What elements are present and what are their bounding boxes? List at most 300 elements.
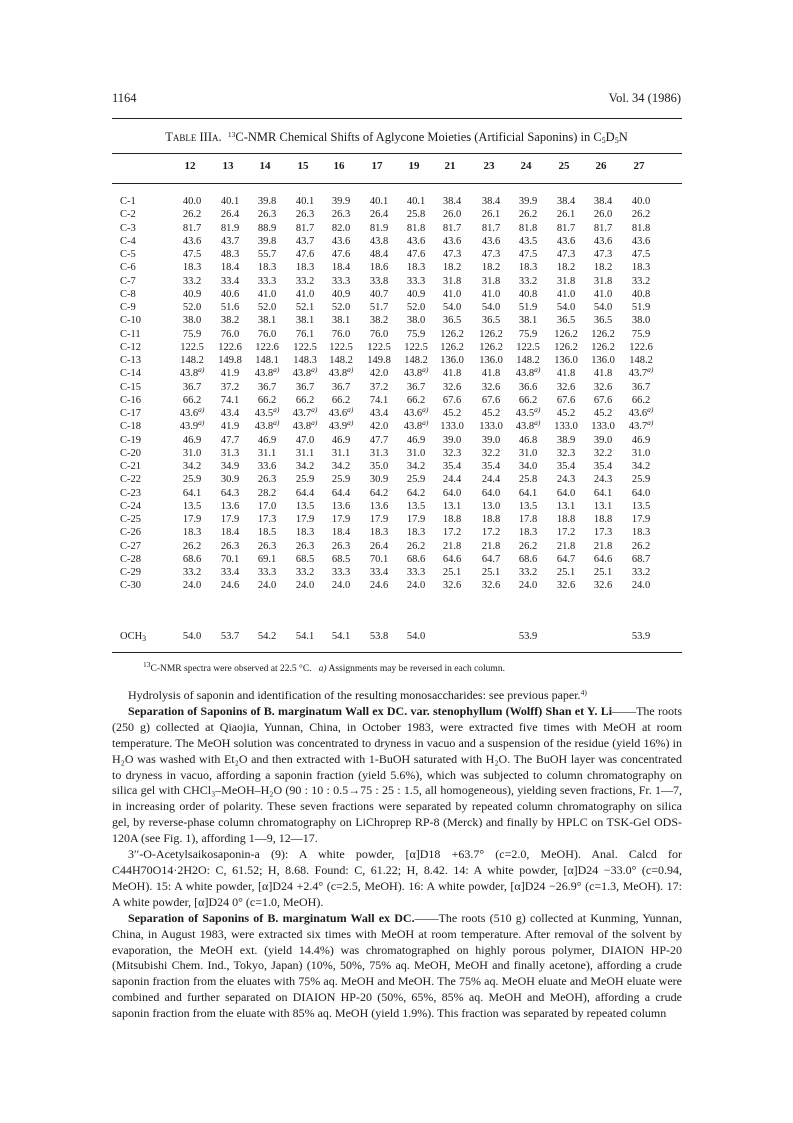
table-cell: 25.9 <box>631 474 651 486</box>
table-cell: 47.3 <box>556 249 576 260</box>
table-cell: 26.1 <box>481 209 501 221</box>
row-label: C-19 <box>120 434 141 446</box>
table-cell: 36.5 <box>442 315 462 327</box>
table-cell: 88.9 <box>257 222 277 234</box>
table-cell: 43.6 <box>631 235 651 247</box>
table-cell: 37.2 <box>369 381 389 393</box>
table-cell: 18.3 <box>518 527 538 539</box>
table-cell: 54.0 <box>182 631 202 642</box>
table-cell: 40.1 <box>369 196 389 207</box>
table-cell: 122.6 <box>218 341 242 353</box>
table-cell: 18.2 <box>556 262 576 274</box>
col-header: 26 <box>595 160 607 172</box>
table-cell: 43.6$^{a)}$ <box>328 405 354 419</box>
table-cell: 54.0 <box>556 302 576 313</box>
table-cell: 26.3 <box>257 209 277 221</box>
table-cell: 13.6 <box>369 500 389 512</box>
table-cell: 53.7 <box>220 631 240 642</box>
table-cell: 33.2 <box>182 567 202 578</box>
table-cell: 47.7 <box>220 434 240 446</box>
table-cell: 43.7$^{a)}$ <box>628 418 654 433</box>
table-cell: 41.0 <box>481 288 501 300</box>
table-cell: 81.7 <box>442 222 462 234</box>
table-cell: 133.0 <box>479 421 503 433</box>
table-cell: 39.0 <box>442 434 462 446</box>
table-cell: 52.0 <box>406 302 426 313</box>
table-cell: 43.8$^{a)}$ <box>515 418 541 433</box>
table-cell: 122.5 <box>293 341 317 353</box>
table-cell: 54.1 <box>331 631 351 642</box>
table-cell: 46.9 <box>257 434 277 446</box>
table-cell: 64.7 <box>481 553 501 565</box>
table-cell: 38.4 <box>442 196 462 207</box>
table-cell: 148.2 <box>629 355 653 366</box>
table-cell: 122.6 <box>255 341 279 353</box>
table-cell: 122.5 <box>404 341 428 353</box>
table-cell: 31.3 <box>369 447 389 459</box>
table-cell: 31.0 <box>182 447 202 459</box>
table-cell: 17.2 <box>481 527 501 539</box>
p1-ref: 4) <box>580 688 587 697</box>
table-cell: 13.1 <box>556 500 576 512</box>
p2-text: The roots (250 g) collected at Qiaojia, Yunnan, China, in October 1983, were extracted five times with MeOH at room temperature. The MeOH solution was concentrated to dryness in vacuo and a suspension of the residue (yield 16%) in H₂O was washed with Et₂O and then extracted with 1-BuOH saturated with H₂O. The BuOH layer was concentrated to dryness in vacuo, affording a saponin fraction (yield 5.6%), which was subjected to column chromatography on silica gel with CHCl₃–MeOH–H₂O (90 : 10 : 0.5→75 : 25 : 1.5, all homogeneous), yielding seven fractions, Fr. 1—7, in increasing order of polarity. These seven fractions were separated by repeated column chromatography on silica gel, by reverse-phase column chromatography on LiChroprep RP-8 (Merck) and finally by HPLC on TSK-Gel ODS-120A (see Fig. 1), affording 1—9, 12—17. <box>112 703 682 846</box>
table-cell: 41.8 <box>481 368 501 380</box>
table-cell: 32.6 <box>556 580 576 592</box>
footnote-a-label: a) <box>318 664 327 674</box>
table-cell: 28.2 <box>257 487 277 499</box>
caption-sup: 13 <box>227 130 236 139</box>
table-cell: 36.7 <box>631 381 651 393</box>
table-cell: 39.9 <box>331 196 351 207</box>
table-cell: 136.0 <box>554 355 578 366</box>
table-cell: 41.0 <box>257 288 277 300</box>
table-cell: 43.9$^{a)}$ <box>179 418 205 433</box>
row-label: C-6 <box>120 262 136 274</box>
table-cell: 25.9 <box>295 474 315 486</box>
table-cell: 32.3 <box>442 447 462 459</box>
table-cell: 43.8$^{a)}$ <box>328 365 354 380</box>
table-cell: 40.8 <box>631 288 651 300</box>
col-header: 19 <box>408 160 420 172</box>
table-cell: 32.6 <box>593 580 613 592</box>
table-cell: 31.0 <box>518 447 538 459</box>
table-cell: 13.6 <box>331 500 351 512</box>
table-cell: 33.3 <box>406 567 426 578</box>
table-cell: 24.4 <box>442 474 462 486</box>
table-cell: 36.6 <box>518 381 538 393</box>
table-cell: 18.2 <box>442 262 462 274</box>
table-cell: 148.2 <box>180 355 204 366</box>
table-cell: 48.4 <box>369 249 389 260</box>
table-cell: 33.8 <box>369 275 389 287</box>
table-cell: 52.1 <box>295 302 315 313</box>
table-cell: 32.6 <box>442 381 462 393</box>
table-cell: 34.0 <box>518 461 538 472</box>
table-cell: 38.0 <box>631 315 651 327</box>
table-cell: 42.0 <box>369 368 389 380</box>
table-cell: 126.2 <box>479 341 503 353</box>
col-header: 23 <box>483 160 495 172</box>
table-cell: 17.2 <box>442 527 462 539</box>
table-cell: 18.3 <box>631 527 651 539</box>
table-cell: 38.1 <box>257 315 277 327</box>
table-cell: 17.2 <box>556 527 576 539</box>
table-cell: 17.9 <box>406 514 426 525</box>
table-cell: 18.3 <box>518 262 538 274</box>
row-label: C-11 <box>120 328 141 340</box>
table-cell: 54.0 <box>442 302 462 313</box>
table-cell: 51.6 <box>220 302 240 313</box>
table-cell: 47.3 <box>593 249 613 260</box>
table-cell: 81.8 <box>406 222 426 234</box>
table-cell: 26.0 <box>593 209 613 221</box>
table-cell: 54.0 <box>593 302 613 313</box>
table-cell: 40.9 <box>182 288 202 300</box>
table-cell: 25.1 <box>481 567 501 578</box>
table-cell: 81.7 <box>556 222 576 234</box>
table-cell: 41.9 <box>220 368 240 380</box>
page-number: 1164 <box>112 91 137 105</box>
table-cell: 17.9 <box>182 514 202 525</box>
table-cell: 64.4 <box>331 487 351 499</box>
table-cell: 31.8 <box>593 275 613 287</box>
table-cell: 18.3 <box>295 527 315 539</box>
table-cell: 13.6 <box>220 500 240 512</box>
table-cell: 45.2 <box>556 408 576 419</box>
table-cell: 26.3 <box>331 209 351 221</box>
row-label: C-29 <box>120 567 141 578</box>
row-label: C-5 <box>120 249 136 260</box>
table-cell: 39.8 <box>257 196 277 207</box>
table-cell: 53.9 <box>631 631 651 642</box>
table-cell: 43.6 <box>556 235 576 247</box>
table-cell: 21.8 <box>556 540 576 552</box>
table-cell: 54.2 <box>257 631 277 642</box>
table-cell: 43.8$^{a)}$ <box>254 365 280 380</box>
table-cell: 43.8 <box>369 235 389 247</box>
table-cell: 25.1 <box>593 567 613 578</box>
table-cell: 34.2 <box>406 461 426 472</box>
table-cell: 47.0 <box>295 434 315 446</box>
table-cell: 136.0 <box>591 355 615 366</box>
table-cell: 43.5$^{a)}$ <box>254 405 280 419</box>
table-cell: 21.8 <box>442 540 462 552</box>
col-header: 12 <box>184 160 196 172</box>
table-cell: 67.6 <box>593 394 613 406</box>
table-cell: 64.0 <box>556 487 576 499</box>
table-cell: 47.5 <box>631 249 651 260</box>
table-cell: 52.0 <box>257 302 277 313</box>
table-cell: 70.1 <box>369 553 389 565</box>
table-cell: 43.4 <box>220 408 240 419</box>
table-cell: 43.9$^{a)}$ <box>328 418 354 433</box>
table-cell: 18.5 <box>257 527 277 539</box>
paragraph-separation-2 <box>112 911 682 1022</box>
table-cell: 81.7 <box>182 222 202 234</box>
table-cell: 43.4 <box>369 408 389 419</box>
table-cell: 26.3 <box>331 540 351 552</box>
table-cell: 38.1 <box>295 315 315 327</box>
table-cell: 43.6 <box>442 235 462 247</box>
table-cell: 17.9 <box>369 514 389 525</box>
table-cell: 43.8$^{a)}$ <box>403 365 429 380</box>
caption-end: N <box>618 130 628 144</box>
table-cell: 46.9 <box>631 434 651 446</box>
table-cell: 41.8 <box>593 368 613 380</box>
table-cell: 53.8 <box>369 631 389 642</box>
table-cell: 34.2 <box>331 461 351 472</box>
table-cell: 43.6 <box>331 235 351 247</box>
col-header: 14 <box>259 160 271 172</box>
table-cell: 33.2 <box>518 275 538 287</box>
table-cell: 24.0 <box>331 580 351 592</box>
table-cell: 26.4 <box>369 209 389 221</box>
table-cell: 43.8$^{a)}$ <box>254 418 280 433</box>
table-cell: 40.8 <box>518 288 538 300</box>
table-cell: 17.3 <box>257 514 277 525</box>
table-cell: 31.0 <box>631 447 651 459</box>
table-cell: 39.9 <box>518 196 538 207</box>
table-cell: 26.2 <box>631 540 651 552</box>
table-cell: 36.7 <box>406 381 426 393</box>
table-cell: 41.0 <box>593 288 613 300</box>
table-cell: 40.9 <box>331 288 351 300</box>
table-cell: 74.1 <box>220 394 240 406</box>
table-cell: 17.9 <box>331 514 351 525</box>
row-label: C-18 <box>120 421 141 433</box>
table-cell: 68.7 <box>631 553 651 565</box>
table-cell: 33.2 <box>631 275 651 287</box>
table-cell: 41.9 <box>220 421 240 433</box>
table-cell: 33.4 <box>369 567 389 578</box>
row-label: C-28 <box>120 553 141 565</box>
table-cell: 18.3 <box>369 527 389 539</box>
table-cell: 18.3 <box>406 262 426 274</box>
row-label: C-14 <box>120 368 141 380</box>
table-cell: 31.8 <box>481 275 501 287</box>
table-cell: 66.2 <box>257 394 277 406</box>
table-cell: 43.6 <box>182 235 202 247</box>
caption-mid: D <box>605 130 615 144</box>
row-label: C-17 <box>120 408 141 419</box>
table-cell: 32.2 <box>481 447 501 459</box>
table-cell: 21.8 <box>593 540 613 552</box>
table-cell: 39.0 <box>593 434 613 446</box>
table-cell: 36.5 <box>481 315 501 327</box>
table-cell: 26.3 <box>257 474 277 486</box>
table-cell: 64.1 <box>182 487 202 499</box>
table-cell: 31.3 <box>220 447 240 459</box>
table-cell: 26.2 <box>182 209 202 221</box>
table-cell: 40.0 <box>182 196 202 207</box>
table-cell: 17.8 <box>518 514 538 525</box>
table-cell: 81.9 <box>220 222 240 234</box>
table-cell: 13.1 <box>442 500 462 512</box>
table-cell: 43.5 <box>518 235 538 247</box>
table-cell: 43.6 <box>481 235 501 247</box>
table-cell: 40.6 <box>220 288 240 300</box>
table-cell: 46.9 <box>331 434 351 446</box>
table-cell: 47.3 <box>442 249 462 260</box>
table-cell: 38.2 <box>369 315 389 327</box>
table-cell: 32.6 <box>481 381 501 393</box>
p4-dash: —— <box>414 910 439 925</box>
table-cell: 36.7 <box>331 381 351 393</box>
table-cell: 24.0 <box>631 580 651 592</box>
table-cell: 13.5 <box>631 500 651 512</box>
table-cell: 26.3 <box>295 209 315 221</box>
body-text <box>112 688 682 1022</box>
table-cell: 52.0 <box>331 302 351 313</box>
journal-volume: Vol. 34 (1986) <box>608 91 681 105</box>
paragraph-compounds <box>112 847 682 911</box>
table-cell: 47.6 <box>331 249 351 260</box>
table-cell: 24.0 <box>182 580 202 592</box>
row-label: C-16 <box>120 394 141 406</box>
row-label: C-22 <box>120 474 141 486</box>
table-cell: 26.0 <box>442 209 462 221</box>
table-cell: 64.0 <box>481 487 501 499</box>
table-cell: 42.0 <box>369 421 389 433</box>
col-header: 25 <box>558 160 570 172</box>
table-cell: 149.8 <box>367 355 391 366</box>
table-cell: 13.5 <box>295 500 315 512</box>
table-cell: 38.4 <box>481 196 501 207</box>
table-cell: 64.1 <box>518 487 538 499</box>
table-cell: 31.8 <box>556 275 576 287</box>
table-cell: 18.3 <box>406 527 426 539</box>
table-cell: 47.6 <box>295 249 315 260</box>
table-cell: 41.0 <box>295 288 315 300</box>
table-cell: 17.9 <box>631 514 651 525</box>
col-header: 15 <box>297 160 309 172</box>
table-cell: 18.8 <box>442 514 462 525</box>
table-cell: 40.7 <box>369 288 389 300</box>
table-cell: 76.0 <box>331 328 351 340</box>
table-cell: 66.2 <box>406 394 426 406</box>
table-cell: 81.9 <box>369 222 389 234</box>
table-cell: 64.4 <box>295 487 315 499</box>
col-header: 16 <box>333 160 345 172</box>
table-cell: 33.3 <box>406 275 426 287</box>
table-cell: 30.9 <box>369 474 389 486</box>
row-label: C-30 <box>120 580 141 592</box>
table-cell: 38.1 <box>331 315 351 327</box>
table-cell: 43.6$^{a)}$ <box>403 405 429 419</box>
table-cell: 43.6$^{a)}$ <box>179 405 205 419</box>
table-cell: 64.1 <box>593 487 613 499</box>
footnote-a-text: Assignments may be reversed in each column. <box>328 664 505 674</box>
row-label: C-13 <box>120 355 141 366</box>
table-cell: 148.2 <box>516 355 540 366</box>
table-cell: 64.0 <box>631 487 651 499</box>
table-cell: 41.8 <box>556 368 576 380</box>
table-cell: 47.5 <box>518 249 538 260</box>
table-cell: 43.7$^{a)}$ <box>628 365 654 380</box>
table-cell: 68.5 <box>295 553 315 565</box>
table-cell: 47.5 <box>182 249 202 260</box>
table-cell: 40.0 <box>631 196 651 207</box>
table-cell: 67.6 <box>442 394 462 406</box>
table-cell: 35.0 <box>369 461 389 472</box>
col-header: 27 <box>633 160 645 172</box>
table-cell: 75.9 <box>631 328 651 340</box>
table-cell: 64.2 <box>406 487 426 499</box>
table-cell: 66.2 <box>331 394 351 406</box>
table-cell: 33.2 <box>295 567 315 578</box>
table-cell: 33.4 <box>220 567 240 578</box>
table-cell: 47.6 <box>406 249 426 260</box>
table-cell: 24.4 <box>481 474 501 486</box>
table-cell: 126.2 <box>554 328 578 340</box>
table-cell: 18.3 <box>182 262 202 274</box>
table-cell: 148.3 <box>293 355 317 366</box>
table-cell: 46.9 <box>406 434 426 446</box>
table-cell: 40.1 <box>220 196 240 207</box>
table-cell: 122.5 <box>516 341 540 353</box>
table-footnote <box>143 660 505 674</box>
table-cell: 41.8 <box>442 368 462 380</box>
table-cell: 25.8 <box>406 209 426 221</box>
row-label: C-23 <box>120 487 141 499</box>
table-cell: 33.2 <box>631 567 651 578</box>
table-cell: 33.3 <box>331 275 351 287</box>
row-label: $OCH_3$ <box>120 631 147 643</box>
table-cell: 32.6 <box>556 381 576 393</box>
table-cell: 32.6 <box>481 580 501 592</box>
caption-text: C-NMR Chemical Shifts of Aglycone Moieties (Artificial Saponins) in C <box>235 130 602 144</box>
table-cell: 54.0 <box>406 631 426 642</box>
table-cell: 122.5 <box>329 341 353 353</box>
table-cell: 133.0 <box>554 421 578 433</box>
table-cell: 26.2 <box>631 209 651 221</box>
table-cell: 18.4 <box>331 262 351 274</box>
table-cell: 13.1 <box>593 500 613 512</box>
table-cell: 18.3 <box>257 262 277 274</box>
table-cell: 24.3 <box>593 474 613 486</box>
table-cell: 126.2 <box>479 328 503 340</box>
table-cell: 122.5 <box>367 341 391 353</box>
table-cell: 18.8 <box>556 514 576 525</box>
table-cell: 75.9 <box>406 328 426 340</box>
table-cell: 81.8 <box>518 222 538 234</box>
table-cell: 43.7 <box>295 235 315 247</box>
p3-text: 3′′-O-Acetylsaikosaponin-a (9): A white powder, [α]D18 +63.7° (c=2.0, MeOH). Anal. Calcd for C44H70O14·2H2O: C, 61.52; H, 8.68. Found: C, 61.22; H, 8.42. 14: A white powder, [α]D24 −33.0° (c=0.94, MeOH). 15: A white powder, [α]D24 +2.4° (c=2.5, MeOH). 16: A white powder, [α]D24 −26.9° (c=1.3, MeOH). 17: A white powder, [α]D24 0° (c=1.0, MeOH). <box>112 847 682 909</box>
table-cell: 81.7 <box>593 222 613 234</box>
table-cell: 25.1 <box>556 567 576 578</box>
table-cell: 67.6 <box>556 394 576 406</box>
table-cell: 43.7 <box>220 235 240 247</box>
table-cell: 18.2 <box>481 262 501 274</box>
table-cell: 46.8 <box>518 434 538 446</box>
table-cell: 64.2 <box>369 487 389 499</box>
row-label: C-8 <box>120 288 136 300</box>
table-cell: 26.2 <box>182 540 202 552</box>
table-cell: 75.9 <box>182 328 202 340</box>
table-cell: 68.6 <box>406 553 426 565</box>
table-cell: 33.3 <box>257 567 277 578</box>
paragraph-hydrolysis <box>112 688 682 704</box>
table-cell: 148.2 <box>329 355 353 366</box>
table-cell: 26.4 <box>369 540 389 552</box>
table-cell: 66.2 <box>518 394 538 406</box>
table-cell: 26.3 <box>257 540 277 552</box>
table-cell: 30.9 <box>220 474 240 486</box>
table-cell: 64.6 <box>442 553 462 565</box>
table-cell: 38.2 <box>220 315 240 327</box>
table-cell: 55.7 <box>257 249 277 260</box>
table-cell: 54.0 <box>481 302 501 313</box>
